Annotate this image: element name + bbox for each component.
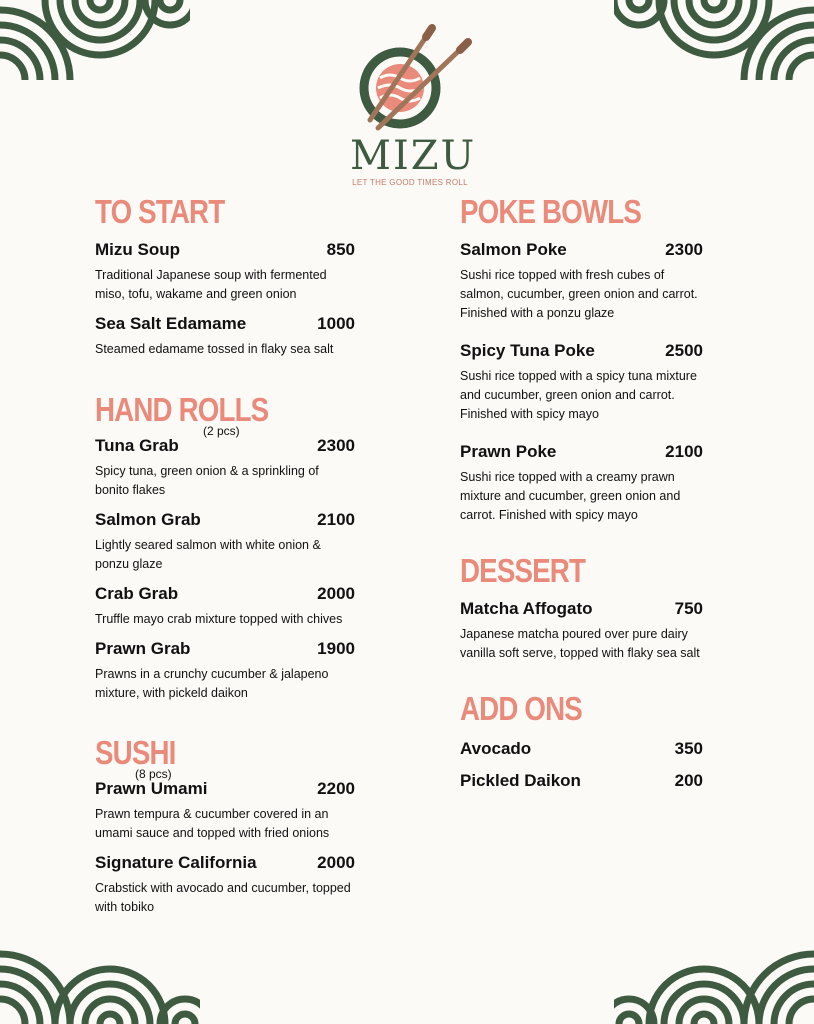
item-price: 2300 xyxy=(665,240,703,259)
item-price: 750 xyxy=(674,599,703,618)
item-price: 2300 xyxy=(317,436,355,455)
item-description: Traditional Japanese soup with fermented miso, tofu, wakame and green onion xyxy=(95,268,327,301)
item-description: Sushi rice topped with a spicy tuna mixture and cucumber, green onion and carrot. Finished with spicy mayo xyxy=(460,369,697,421)
menu-item xyxy=(460,442,725,525)
item-name: Signature California xyxy=(95,853,257,872)
menu-column-right xyxy=(460,192,725,791)
menu-item xyxy=(95,436,355,500)
item-price: 2200 xyxy=(317,779,355,798)
item-price: 200 xyxy=(674,771,703,790)
menu-item xyxy=(95,779,355,843)
section-title: SUSHI xyxy=(95,734,176,771)
portion-note: (2 pcs) xyxy=(203,424,240,438)
item-price: 2000 xyxy=(317,584,355,603)
item-name: Crab Grab xyxy=(95,584,179,603)
item-price: 350 xyxy=(674,739,703,758)
item-description: Sushi rice topped with fresh cubes of salmon, cucumber, green onion and carrot. Finished with a ponzu glaze xyxy=(460,268,698,320)
item-name: Spicy Tuna Poke xyxy=(460,341,595,360)
item-price: 1000 xyxy=(317,314,355,333)
wave-pattern-bottom-right xyxy=(614,949,814,1024)
section-sushi xyxy=(95,733,355,917)
item-price: 2500 xyxy=(665,341,703,360)
section-title: POKE BOWLS xyxy=(460,193,642,230)
item-description: Prawns in a crunchy cucumber & jalapeno mixture, with pickeld daikon xyxy=(95,667,329,700)
section-title: ADD ONS xyxy=(460,690,582,727)
item-description: Lightly seared salmon with white onion & ponzu glaze xyxy=(95,538,321,571)
section-to-start xyxy=(95,192,355,359)
section-hand-rolls xyxy=(95,390,355,703)
item-price: 2100 xyxy=(317,510,355,529)
item-name: Tuna Grab xyxy=(95,436,179,455)
item-description: Prawn tempura & cucumber covered in an umami sauce and topped with fried onions xyxy=(95,807,330,840)
portion-note: (8 pcs) xyxy=(135,767,172,781)
item-price: 850 xyxy=(326,240,355,259)
item-description: Steamed edamame tossed in flaky sea salt xyxy=(95,342,334,356)
menu-item xyxy=(460,599,725,663)
menu-item xyxy=(95,853,355,917)
wave-pattern-top-right xyxy=(614,0,814,80)
section-title: TO START xyxy=(95,193,225,230)
section-add-ons xyxy=(460,689,725,791)
item-name: Prawn Umami xyxy=(95,779,208,798)
item-name: Mizu Soup xyxy=(95,240,180,259)
item-name: Sea Salt Edamame xyxy=(95,314,247,333)
item-name: Avocado xyxy=(460,739,532,758)
item-description: Crabstick with avocado and cucumber, topped with tobiko xyxy=(95,881,351,914)
item-price: 2000 xyxy=(317,853,355,872)
item-name: Prawn Grab xyxy=(95,639,191,658)
item-price: 1900 xyxy=(317,639,355,658)
menu-column-left xyxy=(95,192,355,917)
brand-tagline: LET THE GOOD TIMES ROLL xyxy=(352,178,468,187)
menu-item xyxy=(95,639,355,703)
menu-item xyxy=(460,771,725,791)
menu-item xyxy=(95,240,355,304)
wave-pattern-top-left xyxy=(0,0,190,80)
brand-name: MIZU xyxy=(350,133,477,179)
item-name: Pickled Daikon xyxy=(460,771,581,790)
menu-item xyxy=(460,341,725,424)
menu-item xyxy=(460,240,725,323)
item-description: Sushi rice topped with a creamy prawn mixture and cucumber, green onion and carrot. Finished with spicy mayo xyxy=(460,470,681,522)
item-name: Salmon Grab xyxy=(95,510,201,529)
item-name: Matcha Affogato xyxy=(460,599,593,618)
section-dessert xyxy=(460,551,725,663)
section-title: DESSERT xyxy=(460,552,586,589)
menu-item xyxy=(460,739,725,759)
section-poke-bowls xyxy=(460,192,725,525)
item-description: Truffle mayo crab mixture topped with chives xyxy=(95,612,343,626)
section-title: HAND ROLLS xyxy=(95,391,269,428)
item-description: Spicy tuna, green onion & a sprinkling of bonito flakes xyxy=(95,464,319,497)
item-name: Prawn Poke xyxy=(460,442,557,461)
menu-item xyxy=(95,314,355,359)
item-price: 2100 xyxy=(665,442,703,461)
item-name: Salmon Poke xyxy=(460,240,567,259)
menu-item xyxy=(95,510,355,574)
wave-pattern-bottom-left xyxy=(0,949,200,1024)
item-description: Japanese matcha poured over pure dairy vanilla soft serve, topped with flaky sea salt xyxy=(460,627,700,660)
menu-item xyxy=(95,584,355,629)
